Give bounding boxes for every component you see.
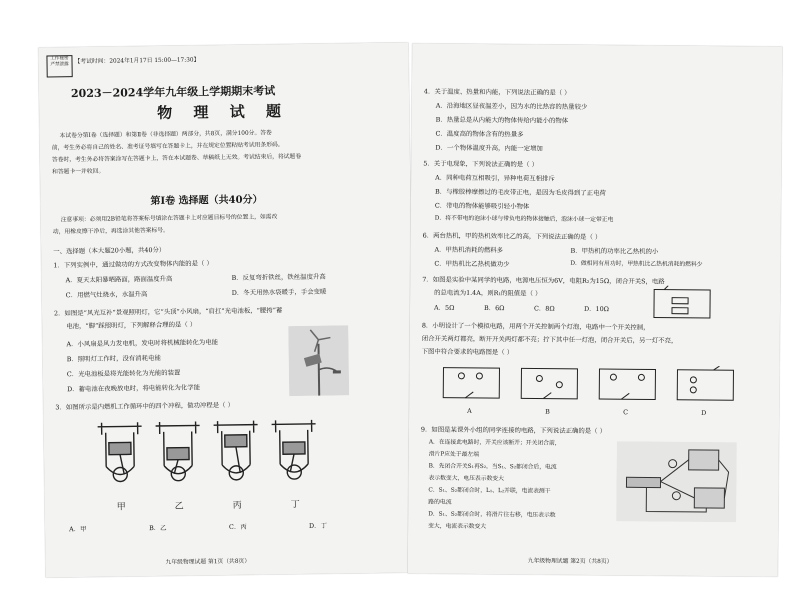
- option: 表示数变大，电压表示数变大: [428, 475, 504, 483]
- circuit-label: A: [467, 406, 472, 415]
- option: D．S₁、S₂都闭合时，将滑片往右移，电压表示数: [428, 511, 556, 519]
- option: C．带电的物体能够吸引轻小物体: [434, 201, 530, 211]
- option: 变大，电流表示数变大: [428, 523, 487, 531]
- question-7: 7．如图是实验中某同学的电路，电源电压恒为6V，电阻R₂为15Ω，闭合开关S，电路: [422, 275, 665, 286]
- page-footer: 九年级物理试题 第1页（共8页）: [165, 558, 251, 566]
- question-2-cont: 电池，“脚”踩照明灯，下列解释合理的是（ ）: [66, 320, 197, 331]
- option: A．在连接此电路时，开关应该断开；开关闭合前，: [428, 439, 561, 447]
- engine-label: 丙: [232, 500, 242, 511]
- option: D．丁: [308, 521, 327, 530]
- question-7-cont: 的总电流为1.4A，则R₁的阻值是（ ）: [434, 288, 542, 298]
- option: C．S₁、S₂都闭合时，L₁、L₂并联，电流表测干: [428, 487, 551, 495]
- page-footer: 九年级物理试题 第2页（共8页）: [527, 558, 613, 566]
- option: A．沿海地区昼夜温差小，因为水的比热容的热量较少: [435, 101, 588, 111]
- option: A．夏天太阳暴晒路面，路面温度升高: [65, 274, 173, 285]
- question-9: 9．如图是某课外小组的同学连接的电路，下列说法正确的是（ ）: [420, 425, 607, 436]
- option: D．冬天用热水袋暖手，手会变暖: [231, 287, 327, 297]
- q8-circuit-options: [439, 364, 739, 407]
- option: B．乙: [148, 523, 167, 533]
- option: D．将不带电的泡沫小球与带负电的物体接触后，泡沫小球一定带正电: [434, 215, 614, 224]
- engine-strokes-figure: [90, 416, 331, 507]
- question-1: 1．下列实例中，通过做功的方式改变物体内能的是（ ）: [53, 259, 213, 270]
- option: A．同种电荷互相吸引，异种电荷互相排斥: [435, 173, 555, 183]
- option: C．丙: [228, 522, 247, 531]
- stamp-line: 工作秘密: [50, 56, 69, 62]
- instruction-line: 前，考生务必将自己的姓名、准考证号填写在答题卡上，并在规定位置粘贴考试用条形码。: [51, 142, 284, 152]
- option: A．甲: [68, 524, 87, 534]
- stamp-line: 严禁泄露: [50, 62, 69, 68]
- notice-line: 注意事项：必须用2B铅笔将答案标号填涂在答题卡上对应题目标号的位置上，如需改: [60, 214, 278, 224]
- engine-label: 丁: [290, 500, 300, 511]
- option: 路的电流: [428, 499, 452, 506]
- option: A．甲热机消耗的燃料多: [434, 245, 504, 255]
- question-8-cont: 下图中符合要求的电路图是（ ）: [421, 347, 514, 357]
- option: C．甲热机比乙热机做功少: [434, 259, 510, 269]
- confidential-stamp: [46, 55, 72, 77]
- option: B．甲热机的功率比乙热机的小: [570, 246, 659, 256]
- option: D．一个物体温度升高，内能一定增加: [435, 143, 543, 153]
- option: D．做相同有用功时，甲热机比乙热机消耗的燃料少: [570, 260, 703, 268]
- instruction-line: 和答题卡一并收回。: [52, 168, 105, 176]
- instruction-line: 本试卷分第Ⅰ卷（选择题）和第Ⅱ卷（非选择题）两部分，共8页，满分100分。答卷: [59, 130, 272, 140]
- question-4: 4．关于温度、热量和内能，下列说法正确的是（ ）: [423, 87, 571, 97]
- notice-line: 动，用橡皮擦干净后，再选涂其他答案标号。: [52, 227, 169, 236]
- option: C．温度高的物体含有的热量多: [435, 129, 524, 139]
- q7-circuit-diagram: [650, 285, 716, 322]
- section-title: 第Ⅰ卷 选择题（共40分）: [150, 194, 263, 208]
- question-6: 6．两台热机，甲的热机效率比乙的高，下列说法正确的是（ ）: [422, 231, 602, 242]
- option: D．蓄电池在夜晚放电时，将电能转化为化学能: [67, 383, 201, 394]
- subject-title: 物 理 试 题: [157, 102, 290, 122]
- option: 滑片P应处于最左端: [428, 451, 480, 458]
- option: B．先闭合开关S₁再S₂，当S₁、S₂都闭合后，电流: [428, 463, 557, 471]
- option: B．反复弯折铁丝，铁丝温度升高: [231, 272, 326, 282]
- engine-label: 甲: [116, 502, 126, 513]
- question-5: 5．关于电现象，下列说法正确的是（ ）: [423, 159, 539, 169]
- circuit-label: B: [545, 407, 550, 416]
- option: D．10Ω: [583, 304, 609, 314]
- option: B．照明灯工作时，没有消耗电能: [66, 353, 161, 364]
- exam-page-2: [408, 43, 783, 576]
- option: B．与橡胶棒摩擦过的毛皮带正电，是因为毛皮得到了正电荷: [434, 187, 606, 198]
- question-8: 8．小明设计了一个模拟电路，用两个开关控制两个灯泡，电路中一个开关控制，: [421, 321, 650, 332]
- circuit-label: D: [701, 408, 707, 417]
- exam-title: 2023－2024学年九年级上学期期末考试: [70, 84, 276, 101]
- wind-solar-lamp-image: [288, 325, 349, 396]
- instruction-line: 答卷时，考生务必将答案涂写在答题卡上，答在本试题卷、草稿纸上无效。考试结束后，将试题卷: [51, 153, 302, 164]
- option: A．小风扇是风力发电机，发电时将机械能转化为电能: [66, 338, 219, 349]
- question-2: 2．如图是“风光互补”景观照明灯，它“头顶”小风扇，“肩扛”光电池板，“腰挎”蓄: [53, 306, 283, 318]
- exam-page-1: [38, 42, 415, 577]
- question-3: 3．如图所示是内燃机工作循环中的四个冲程，做功冲程是（ ）: [55, 400, 235, 412]
- option: C．8Ω: [533, 304, 555, 313]
- option: B．6Ω: [483, 304, 505, 313]
- engine-label: 乙: [174, 501, 184, 512]
- exam-time: 【考试时间：2024年1月17日 15:00—17:30】: [74, 57, 200, 66]
- option: C．用燃气灶烧水，水温升高: [65, 290, 148, 300]
- question-8-cont: 闭合开关两灯都亮，断开开关两灯都不亮；拧下其中任一灯泡，闭合开关后，另一灯不亮，: [421, 334, 678, 345]
- circuit-label: C: [623, 408, 629, 417]
- part-heading: 一、选择题（本大题20小题，共40分）: [53, 245, 166, 256]
- option: A．5Ω: [433, 303, 455, 312]
- q9-circuit-photo: [616, 441, 737, 522]
- option: C．光电池板是将光能转化为光能的装置: [66, 368, 181, 379]
- option: B．热量总是从内能大的物体传给内能小的物体: [435, 115, 569, 125]
